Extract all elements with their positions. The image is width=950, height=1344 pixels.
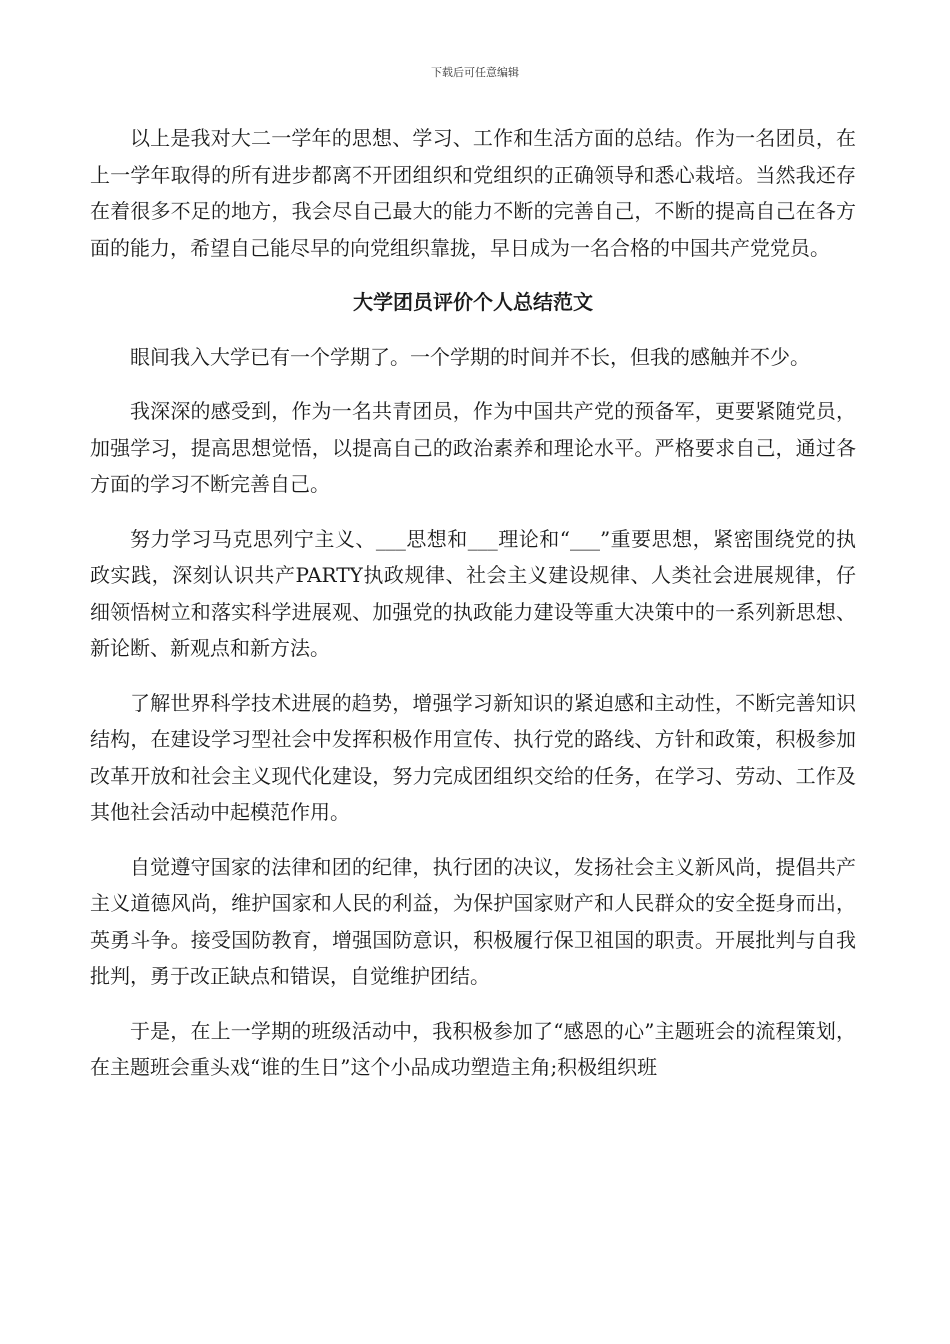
paragraph-spacer	[90, 266, 856, 284]
document-title: 大学团员评价个人总结范文	[353, 290, 593, 314]
paragraph-spacer	[90, 321, 856, 339]
paragraph-spacer	[90, 831, 856, 849]
paragraph-spacer	[90, 995, 856, 1013]
paragraph-spacer	[90, 503, 856, 521]
body-paragraph-2: 我深深的感受到，作为一名共青团员，作为中国共产党的预备军，更要紧随党员，加强学习，提高思想觉悟，以提高自己的政治素养和理论水平。严格要求自己，通过各方面的学习不断完善自己。	[90, 399, 856, 496]
body-paragraph-1: 眼间我入大学已有一个学期了。一个学期的时间并不长，但我的感触并不少。	[130, 344, 810, 369]
body-paragraph-3: 努力学习马克思列宁主义、___思想和___理论和“___”重要思想，紧密围绕党的执政实践，深刻认识共产PARTY执政规律、社会主义建设规律、人类社会进展规律，仔细领悟树立和落实科学进展观、加强党的执政能力建设等重大决策中的一系列新思想、新论断、新观点和新方法。	[90, 526, 856, 660]
document-body	[90, 120, 856, 1086]
body-paragraph-5: 自觉遵守国家的法律和团的纪律，执行团的决议，发扬社会主义新风尚，提倡共产主义道德风尚，维护国家和人民的利益，为保护国家财产和人民群众的安全挺身而出，英勇斗争。接受国防教育，增强国防意识，积极履行保卫祖国的职责。开展批判与自我批判，勇于改正缺点和错误，自觉维护团结。	[90, 854, 856, 988]
body-paragraph-6: 于是，在上一学期的班级活动中，我积极参加了“感恩的心”主题班会的流程策划，在主题班会重头戏“谁的生日”这个小品成功塑造主角;积极组织班	[90, 1018, 856, 1079]
paragraph-spacer	[90, 667, 856, 685]
intro-paragraph: 以上是我对大二一学年的思想、学习、工作和生活方面的总结。作为一名团员，在上一学年取得的所有进步都离不开团组织和党组织的正确领导和悉心栽培。当然我还存在着很多不足的地方，我会尽自己最大的能力不断的完善自己，不断的提高自己在各方面的能力，希望自己能尽早的向党组织靠拢，早日成为一名合格的中国共产党党员。	[90, 126, 856, 260]
page-header-note: 下载后可任意编辑	[431, 66, 519, 79]
paragraph-spacer	[90, 375, 856, 393]
body-paragraph-4: 了解世界科学技术进展的趋势，增强学习新知识的紧迫感和主动性，不断完善知识结构，在建设学习型社会中发挥积极作用宣传、执行党的路线、方针和政策，积极参加改革开放和社会主义现代化建设，努力完成团组织交给的任务，在学习、劳动、工作及其他社会活动中起模范作用。	[90, 690, 856, 824]
